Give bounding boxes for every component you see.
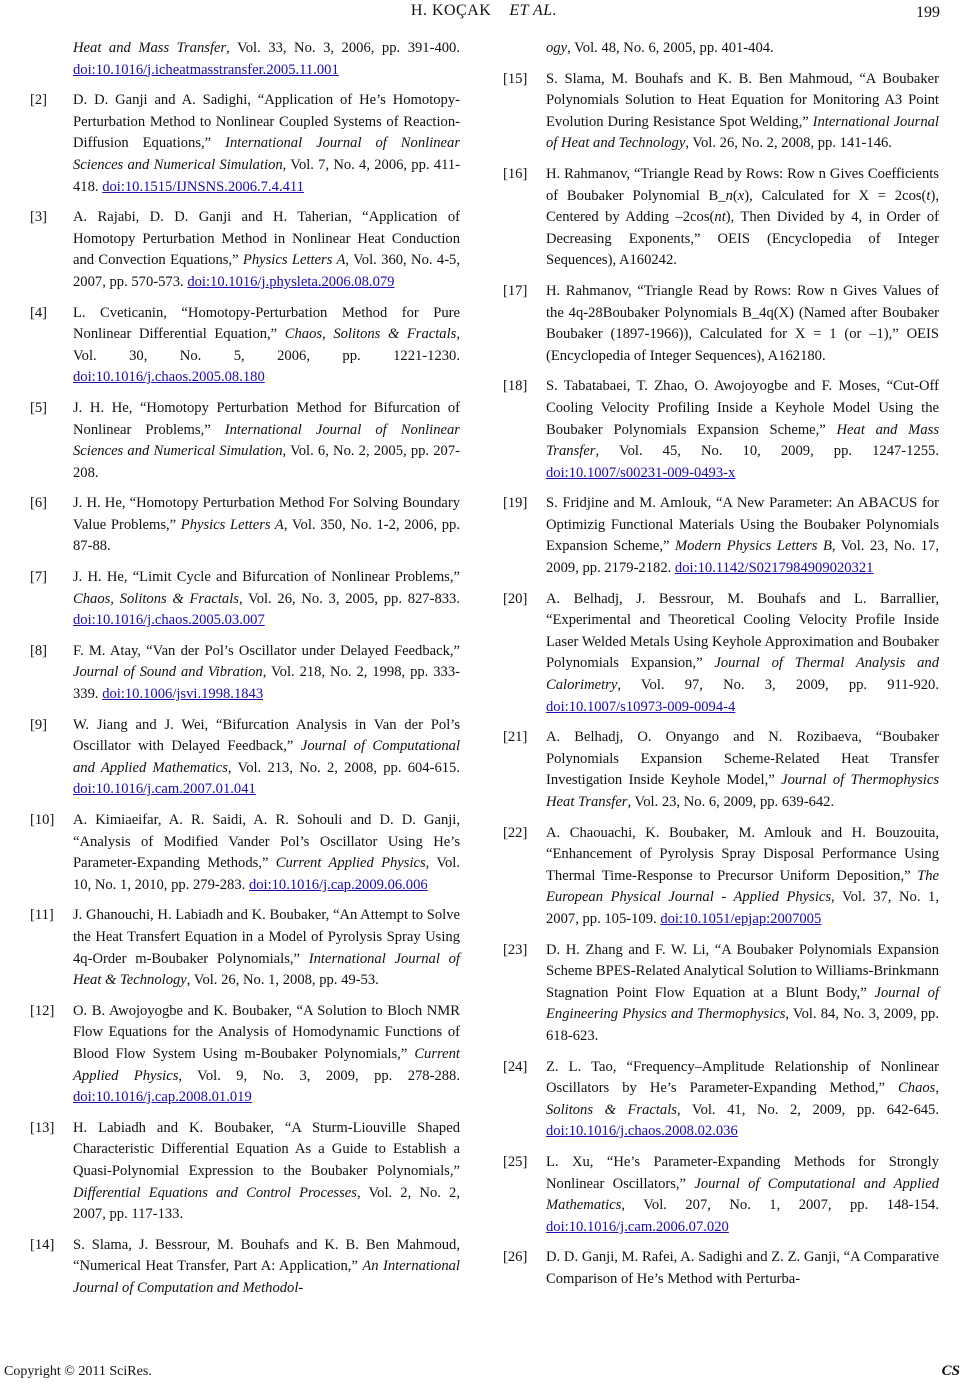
doi-link[interactable]: doi:10.1006/jsvi.1998.1843 <box>102 686 264 703</box>
reference-number: [25] <box>503 1153 528 1170</box>
reference-number: [17] <box>503 282 528 299</box>
reference-italic-text: Physics Letters A <box>242 252 346 269</box>
reference-text: H. Labiadh and K. Boubaker, “A Sturm-Liouville Shaped Characteristic Differential Equation As a Guide to Establish a Quasi-Polynomial Expression to the Boubaker Polynomials,” <box>73 1119 460 1179</box>
reference-entry <box>30 715 460 801</box>
reference-entry <box>503 940 939 1048</box>
reference-entry <box>30 810 460 896</box>
doi-link[interactable]: doi:10.1016/j.cam.2006.07.020 <box>546 1218 729 1235</box>
reference-entry <box>503 727 939 813</box>
reference-number: [19] <box>503 495 528 512</box>
reference-number: [10] <box>30 812 55 828</box>
reference-text: S. Slama, J. Bessrour, M. Bouhafs and K. B. Ben Mahmoud, “Numerical Heat Transfer, Part A: Application,” <box>73 1236 460 1275</box>
reference-italic-text: International Journal of Nonlinear Sciences and Numerical Simulation <box>73 421 460 460</box>
doi-link[interactable]: doi:10.1016/j.cam.2007.01.041 <box>73 781 256 798</box>
doi-link[interactable]: doi:10.1016/j.cap.2008.01.019 <box>73 1089 252 1106</box>
references-left-column <box>30 38 460 1308</box>
reference-entry <box>503 38 939 60</box>
reference-number: [6] <box>30 495 48 512</box>
reference-italic-text: Current Applied Physics <box>73 1045 460 1084</box>
reference-text: , Vol. 33, No. 3, 2006, pp. 391-400. <box>226 40 460 56</box>
reference-text: S. Tabatabaei, T. Zhao, O. Awojoyogbe and F. Moses, “Cut-Off Cooling Velocity Profiling Inside a Keyhole Model Using the Boubaker Polynomials Expansion Scheme,” <box>546 378 939 438</box>
reference-text: , Vol. 360, No. 4-5, 2007, pp. 570-573. <box>73 252 460 290</box>
reference-entry <box>503 69 939 155</box>
reference-entry <box>503 589 939 719</box>
reference-text: , Vol. 26, No. 1, 2008, pp. 49-53. <box>186 972 379 989</box>
reference-entry <box>30 1235 460 1300</box>
reference-italic-text: t <box>926 187 931 204</box>
reference-entry <box>30 398 460 484</box>
reference-text: , Vol. 26, No. 2, 2008, pp. 141-146. <box>685 135 892 152</box>
doi-link[interactable]: doi:10.1142/S0217984909020321 <box>674 560 874 577</box>
reference-entry <box>503 1247 939 1290</box>
reference-entry <box>30 493 460 558</box>
reference-italic-text: n <box>725 187 733 204</box>
reference-entry <box>30 567 460 632</box>
reference-italic-text: International Journal of Heat and Technology <box>546 113 939 152</box>
reference-text: D. H. Zhang and F. W. Li, “A Boubaker Polynomials Expansion Scheme BPES-Related Analytical Solution to Williams-Brinkmann Stagnation Point Flow Equation at a Blunt Body,” <box>546 941 939 1001</box>
reference-entry <box>30 207 460 293</box>
reference-text: ( <box>732 187 738 204</box>
reference-text: , Vol. 41, No. 2, 2009, pp. 642-645. <box>676 1101 939 1118</box>
reference-number: [16] <box>503 165 528 182</box>
reference-number: [11] <box>30 907 54 924</box>
running-header <box>0 2 968 20</box>
reference-entry <box>503 1057 939 1143</box>
reference-text: J. Ghanouchi, H. Labiadh and K. Boubaker, “An Attempt to Solve the Heat Transfert Equation in a Model of Pyrolysis Spray Using 4q-Order m-Boubaker Polynomials,” <box>73 907 460 967</box>
reference-italic-text: International Journal of Heat & Technology <box>73 950 460 989</box>
header-etal: ET AL. <box>509 2 558 19</box>
reference-text: O. B. Awojoyogbe and K. Boubaker, “A Solution to Bloch NMR Flow Equations for the Analysis of Homodynamic Functions of Blood Flow System Using m-Boubaker Polynomials,” <box>73 1002 460 1062</box>
reference-entry <box>30 1001 460 1109</box>
reference-text: , Vol. 6, No. 2, 2005, pp. 207-208. <box>73 443 460 481</box>
reference-number: [13] <box>30 1119 55 1136</box>
doi-link[interactable]: doi:10.1007/s10973-009-0094-4 <box>546 698 736 715</box>
reference-entry <box>30 641 460 706</box>
reference-italic-text: The European Physical Journal - Applied Physics <box>546 867 939 906</box>
reference-text: S. Slama, M. Bouhafs and K. B. Ben Mahmoud, “A Boubaker Polynomials Solution to Heat Equation for Monitoring A3 Point Evolution During Resistance Spot Welding,” <box>546 70 939 130</box>
reference-number: [18] <box>503 378 528 395</box>
reference-italic-text: nt <box>714 209 726 226</box>
reference-text: , Vol. 97, No. 3, 2009, pp. 911-920. <box>617 677 939 694</box>
reference-italic-text: Heat and Mass Transfer <box>73 40 227 56</box>
reference-italic-text: Differential Equations and Control Processes <box>73 1184 357 1201</box>
reference-text: , Vol. 218, No. 2, 1998, pp. 333-339. <box>73 664 460 703</box>
reference-text: W. Jiang and J. Wei, “Bifurcation Analysis in Van der Pol’s Oscillator with Delayed Feedback,” <box>73 716 460 755</box>
reference-text: A. Rajabi, D. D. Ganji and H. Taherian, “Application of Homotopy Perturbation Method in Nonlinear Heat Conduction and Convection Equations,” <box>73 209 460 269</box>
reference-text: Z. L. Tao, “Frequency–Amplitude Relationship of Nonlinear Oscillators by He’s Parameter-Expanding Method,” <box>546 1058 939 1097</box>
reference-text: H. Rahmanov, “Triangle Read by Rows: Row n Gives Values of the 4q-28Boubaker Polynomials B_4q(X) (Named after Boubaker Boubaker (1897-1966)), Calculated for X = 1 (or –1),” OEIS (Encyclopedia of Integer Sequences), A162180. <box>546 282 939 364</box>
doi-link[interactable]: doi:10.1007/s00231-009-0493-x <box>546 464 736 481</box>
reference-number: [23] <box>503 941 528 958</box>
reference-italic-text: International Journal of Nonlinear Sciences and Numerical Simulation <box>73 135 460 173</box>
reference-entry <box>503 493 939 579</box>
reference-number: [24] <box>503 1058 528 1075</box>
reference-text: L. Xu, “He’s Parameter-Expanding Methods for Strongly Nonlinear Oscillators,” <box>546 1153 939 1192</box>
reference-text: , Vol. 2, No. 2, 2007, pp. 117-133. <box>73 1184 460 1223</box>
doi-link[interactable]: doi:10.1016/j.physleta.2006.08.079 <box>187 273 395 290</box>
reference-text: S. Fridjine and M. Amlouk, “A New Parameter: An ABACUS for Optimizig Functional Materials Using the Boubaker Polynomials Expansion Scheme,” <box>546 495 939 555</box>
reference-text: , Vol. 48, No. 6, 2005, pp. 401-404. <box>567 40 774 56</box>
header-author: H. KOÇAK <box>410 2 492 19</box>
reference-entry <box>503 823 939 931</box>
reference-text: , Vol. 7, No. 4, 2006, pp. 411-418. <box>73 156 460 195</box>
reference-italic-text: Chaos, Solitons & Fractals <box>284 326 457 343</box>
reference-text: L. Cveticanin, “Homotopy-Perturbation Method for Pure Nonlinear Differential Equation,” <box>73 304 460 343</box>
reference-italic-text: Journal of Thermal Analysis and Calorimetry <box>546 655 939 694</box>
reference-text: ), Then Divided by 4, in Order of Decreasing Exponents,” OEIS (Encyclopedia of Integer Sequences), A160242. <box>546 209 939 269</box>
reference-italic-text: x <box>737 187 745 204</box>
doi-link[interactable]: doi:10.1016/j.icheatmasstransfer.2005.11.001 <box>73 61 339 78</box>
reference-italic-text: Journal of Engineering Physics and Thermophysics <box>546 984 940 1023</box>
reference-text: , Vol. 207, No. 1, 2007, pp. 148-154. <box>621 1197 939 1214</box>
reference-entry <box>30 90 460 198</box>
reference-number: [4] <box>30 304 48 321</box>
reference-text: , Vol. 23, No. 6, 2009, pp. 639-642. <box>627 794 835 810</box>
reference-italic-text: Journal of Sound and Vibration <box>73 664 263 681</box>
reference-number: [15] <box>503 70 528 87</box>
references-right-column <box>503 38 939 1299</box>
reference-number: [2] <box>30 92 48 109</box>
reference-italic-text: Journal of Computational and Applied Mathematics <box>546 1175 939 1214</box>
doi-link[interactable]: doi:10.1515/IJNSNS.2006.7.4.411 <box>102 178 304 195</box>
reference-italic-text: Journal of Computational and Applied Mathematics <box>73 738 461 776</box>
reference-italic-text: ogy <box>546 40 568 56</box>
reference-text: , Vol. 37, No. 1, 2007, pp. 105-109. <box>546 889 939 927</box>
doi-link[interactable]: doi:10.1016/j.chaos.2008.02.036 <box>546 1123 738 1140</box>
reference-text: , Vol. 23, No. 17, 2009, pp. 2179-2182. <box>546 538 940 577</box>
reference-italic-text: Physics Letters A <box>180 516 284 533</box>
reference-text: , Vol. 10, No. 1, 2010, pp. 279-283. <box>73 855 460 893</box>
reference-italic-text: An International Journal of Computation and Methodol- <box>73 1258 460 1296</box>
reference-entry <box>30 1118 460 1226</box>
reference-entry <box>503 376 939 484</box>
footer-journal: CS <box>941 1363 960 1379</box>
reference-text: J. H. He, “Homotopy Perturbation Method for Bifurcation of Nonlinear Problems,” <box>73 399 460 438</box>
reference-number: [3] <box>30 209 48 226</box>
reference-text: A. Kimiaeifar, A. R. Saidi, A. R. Sohouli and D. D. Ganji, “Analysis of Modified Vander Pol’s Oscillator Using He’s Parameter-Expanding Methods,” <box>73 812 460 872</box>
reference-italic-text: Current Applied Physics <box>275 855 426 872</box>
reference-text: D. D. Ganji and A. Sadighi, “Application of He’s Homotopy-Perturbation Method to Nonlinear Coupled Systems of Reaction-Diffusion Equations,” <box>73 92 460 152</box>
reference-italic-text: Chaos, Solitons & Fractals <box>73 590 239 607</box>
reference-text: , Vol. 45, No. 10, 2009, pp. 1247-1255. <box>595 443 939 460</box>
reference-text: ), Centered by Adding –2cos( <box>546 187 939 226</box>
reference-text: J. H. He, “Homotopy Perturbation Method For Solving Boundary Value Problems,” <box>73 495 460 533</box>
reference-text: ), Calculated for X = 2cos( <box>744 187 927 204</box>
reference-italic-text: Journal of Thermophysics Heat Transfer <box>546 772 939 810</box>
reference-text: J. H. He, “Limit Cycle and Bifurcation of Nonlinear Problems,” <box>73 569 460 586</box>
reference-text: , Vol. 350, No. 1-2, 2006, pp. 87-88. <box>73 516 460 555</box>
reference-text: A. Chaouachi, K. Boubaker, M. Amlouk and H. Bouzouita, “Enhancement of Pyrolysis Spray Disposal Performance Using Thermal Time-Response to Precursor Uniform Deposition,” <box>546 824 939 884</box>
reference-italic-text: Modern Physics Letters B <box>675 538 832 555</box>
reference-entry <box>30 38 460 81</box>
reference-number: [22] <box>503 824 528 841</box>
reference-number: [21] <box>503 729 528 746</box>
reference-text: A. Belhadj, O. Onyango and N. Rozibaeva, “Boubaker Polynomials Expansion Scheme-Related Heat Transfer Investigation Inside Keyhole Model,” <box>546 729 939 789</box>
footer-copyright: Copyright © 2011 SciRes. <box>4 1364 152 1379</box>
reference-text: , Vol. 30, No. 5, 2006, pp. 1221-1230. <box>73 326 460 364</box>
reference-number: [14] <box>30 1236 55 1253</box>
reference-italic-text: Heat and Mass Transfer <box>546 421 939 460</box>
reference-text: , Vol. 9, No. 3, 2009, pp. 278-288. <box>178 1067 461 1084</box>
doi-link[interactable]: doi:10.1016/j.chaos.2005.08.180 <box>73 369 265 386</box>
doi-link[interactable]: doi:10.1051/epjap:2007005 <box>660 910 822 927</box>
reference-text: D. D. Ganji, M. Rafei, A. Sadighi and Z. Z. Ganji, “A Comparative Comparison of He’s Method with Perturba- <box>546 1249 939 1287</box>
reference-number: [20] <box>503 590 528 607</box>
reference-number: [9] <box>30 716 48 733</box>
reference-number: [5] <box>30 399 48 416</box>
reference-italic-text: Chaos, Solitons & Fractals <box>546 1080 939 1118</box>
reference-text: F. M. Atay, “Van der Pol’s Oscillator under Delayed Feedback,” <box>73 642 460 659</box>
reference-entry <box>503 164 939 272</box>
reference-text: , Vol. 84, No. 3, 2009, pp. 618-623. <box>546 1006 939 1044</box>
reference-entry <box>30 905 460 991</box>
page-number: 199 <box>916 4 940 21</box>
reference-number: [12] <box>30 1002 55 1019</box>
reference-entry <box>503 281 939 367</box>
reference-text: H. Rahmanov, “Triangle Read by Rows: Row n Gives Coefficients of Boubaker Polynomial B_ <box>546 165 939 204</box>
reference-text: A. Belhadj, J. Bessrour, M. Bouhafs and L. Barrallier, “Experimental and Theoretical Cooling Velocity Profile Inside Laser Welded Metals Using Keyhole Approximation and Boubaker Polynomials Expansion,” <box>546 590 939 672</box>
doi-link[interactable]: doi:10.1016/j.cap.2009.06.006 <box>248 876 428 893</box>
reference-entry <box>503 1152 939 1238</box>
reference-text: , Vol. 26, No. 3, 2005, pp. 827-833. <box>238 590 461 607</box>
reference-number: [26] <box>503 1249 528 1266</box>
reference-number: [8] <box>30 642 48 659</box>
reference-text: , Vol. 213, No. 2, 2008, pp. 604-615. <box>227 759 461 776</box>
doi-link[interactable]: doi:10.1016/j.chaos.2005.03.007 <box>73 612 265 629</box>
reference-entry <box>30 303 460 389</box>
reference-number: [7] <box>30 569 48 586</box>
